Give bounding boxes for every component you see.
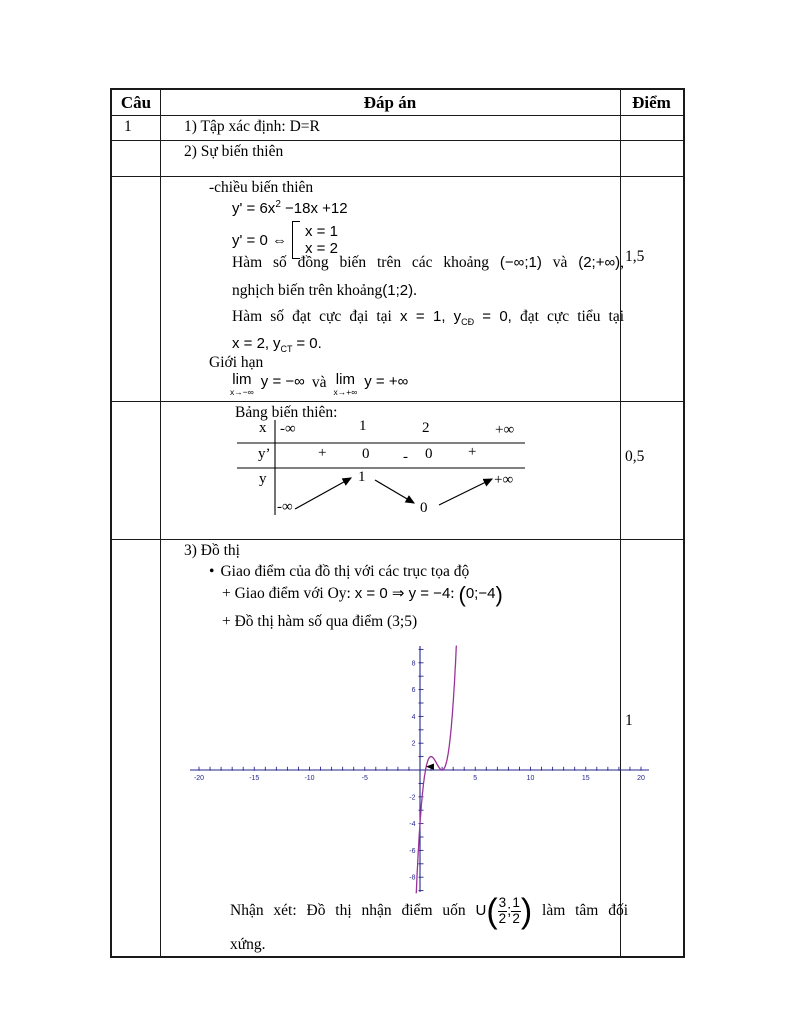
- oy-paren-right: ): [495, 582, 503, 607]
- limits-va: và: [311, 374, 327, 391]
- bbt-y-neg-inf: -∞: [277, 499, 293, 515]
- inflection-semicolon: ;: [507, 902, 512, 919]
- bbt-y-pos-inf: +∞: [494, 472, 514, 488]
- oy-colon: :: [450, 585, 455, 602]
- cuc-tieu-val: = 0.: [296, 335, 322, 352]
- para-cuc-tri-2: [232, 335, 322, 353]
- frac2-den: 2: [512, 910, 520, 926]
- lim2-sub: x→+∞: [333, 387, 358, 397]
- lim1-value: y = −∞: [260, 373, 305, 390]
- nhan-xet-line: [230, 888, 628, 934]
- svg-text:-10: -10: [304, 775, 315, 782]
- cuc-dai-y-sub: CĐ: [461, 317, 475, 327]
- header-cell-dap-an: Đáp án: [363, 92, 417, 112]
- limits-line: [230, 373, 408, 399]
- oy-intersection-line: [222, 584, 503, 606]
- svg-text:4: 4: [411, 713, 416, 721]
- point-through-line: + Đồ thị hàm số qua điểm (3;5): [222, 613, 418, 630]
- bbt-title: Bảng biến thiên:: [235, 404, 338, 421]
- bbt-x-1: 1: [359, 418, 367, 434]
- lim1: lim: [232, 371, 252, 388]
- cuc-tieu-x: x = 2,: [232, 335, 270, 352]
- gioi-han-label: Giới hạn: [209, 354, 264, 371]
- dong-bien-comma: ,: [620, 254, 625, 271]
- svg-text:-15: -15: [249, 775, 260, 782]
- svg-text:15: 15: [581, 775, 590, 782]
- inflection-u: U: [475, 902, 487, 919]
- svg-text:5: 5: [473, 775, 478, 782]
- system-eq1: x = 1: [304, 223, 338, 240]
- column-divider-cau: [160, 90, 161, 956]
- answer-table: [110, 88, 685, 958]
- cuc-dai-val: = 0,: [482, 308, 512, 325]
- frac1-den: 2: [498, 910, 507, 926]
- svg-text:-5: -5: [361, 775, 368, 782]
- header-cell-cau: Câu: [120, 92, 152, 112]
- bbt-x-2: 2: [422, 420, 430, 436]
- inflection-frac-1: [498, 896, 508, 927]
- svg-text:20: 20: [637, 775, 645, 782]
- derivative-pre: y' = 6x: [232, 200, 276, 217]
- row-tap-xac-dinh: 1) Tập xác định: D=R: [184, 118, 320, 135]
- svg-text:10: 10: [526, 775, 535, 782]
- cuc-dai-x: x = 1,: [399, 308, 446, 325]
- para-dong-bien: [232, 254, 624, 272]
- inflection-paren-right: ): [520, 892, 533, 931]
- svg-text:-8: -8: [409, 874, 416, 882]
- function-graph-svg: [187, 643, 652, 895]
- derivative-post: −18x +12: [280, 200, 348, 217]
- svg-text:-20: -20: [193, 775, 205, 782]
- bbt-y-min: 0: [420, 500, 428, 516]
- nhan-xet-text-2: làm tâm đối: [542, 902, 629, 919]
- lim1-sub: x→−∞: [230, 387, 254, 397]
- oy-point: 0;−4: [465, 585, 496, 602]
- cuc-dai-text: Hàm số đạt cực đại tại: [232, 308, 392, 325]
- svg-text:8: 8: [411, 660, 416, 668]
- score-bien-thien: 1,5: [625, 248, 645, 265]
- bang-bien-thien: [235, 402, 545, 522]
- score-do-thi: 1: [625, 712, 633, 729]
- header-cell-diem: Điểm: [632, 92, 671, 112]
- chieu-bien-thien-label: -chiều biến thiên: [209, 179, 314, 196]
- dong-bien-text-2: và: [552, 254, 568, 271]
- lim2-value: y = +∞: [364, 373, 409, 390]
- oy-math: x = 0 ⇒ y = −4: [354, 585, 451, 602]
- derivative-exponent: 2: [275, 199, 281, 210]
- nghich-bien-interval: (1;2): [382, 282, 414, 299]
- derivative-formula: [232, 200, 348, 217]
- system-pre: y' = 0 ⇔: [232, 231, 287, 249]
- row-divider-header: [112, 115, 683, 116]
- cuc-tieu-text: đạt cực tiểu tại: [519, 308, 625, 325]
- oy-text: + Giao điểm với Oy:: [222, 585, 351, 602]
- system-eq2: x = 2: [304, 240, 338, 257]
- oy-paren-left: (: [458, 582, 466, 607]
- row-divider-1: [112, 140, 683, 141]
- nghich-bien-period: .: [413, 282, 417, 299]
- nhan-xet-text-1: Nhận xét: Đồ thị nhận điểm uốn: [230, 902, 466, 919]
- bbt-yp-zero-2: 0: [425, 446, 433, 462]
- bbt-yp-sign-1: +: [318, 445, 327, 461]
- svg-text:-2: -2: [409, 794, 416, 802]
- dong-bien-text-1: Hàm số đồng biến trên các khoảng: [232, 254, 490, 271]
- bbt-yp-zero-1: 0: [362, 446, 370, 462]
- para-nghich-bien: [232, 282, 417, 300]
- row-divider-2: [112, 176, 683, 177]
- cuc-tieu-y: y: [272, 335, 281, 352]
- question-number: 1: [124, 118, 132, 135]
- bbt-x-label: x: [259, 420, 267, 436]
- bbt-y-max: 1: [358, 469, 366, 485]
- dong-bien-interval-1: (−∞;1): [499, 254, 542, 271]
- cuc-dai-y: y: [453, 308, 462, 325]
- do-thi-heading: 3) Đồ thị: [184, 542, 240, 559]
- dong-bien-interval-2: (2;+∞): [578, 254, 621, 271]
- bbt-yp-sign-2: -: [403, 449, 408, 465]
- row-divider-4: [112, 539, 683, 540]
- bbt-x-pos-inf: +∞: [495, 422, 515, 438]
- bbt-yp-label: y’: [258, 446, 271, 462]
- svg-text:2: 2: [411, 740, 416, 748]
- nhan-xet-text-3: xứng.: [230, 936, 266, 953]
- bbt-yp-sign-3: +: [468, 444, 477, 460]
- do-thi-bullet-text: Giao điểm của đồ thị với các trục tọa độ: [220, 563, 470, 580]
- do-thi-bullet-line: [209, 563, 469, 581]
- lim2: lim: [335, 371, 355, 388]
- frac2-num: 1: [512, 895, 520, 911]
- cuc-tieu-y-sub: CT: [280, 344, 293, 354]
- para-cuc-tri-1: [232, 308, 624, 326]
- inflection-paren-left: (: [486, 892, 498, 931]
- bbt-x-neg-inf: -∞: [280, 421, 296, 437]
- inflection-frac-2: [511, 896, 521, 927]
- svg-text:-4: -4: [409, 821, 416, 829]
- svg-text:-6: -6: [409, 847, 416, 855]
- bullet-icon: •: [209, 563, 215, 580]
- score-bbt: 0,5: [625, 448, 645, 465]
- bbt-y-label: y: [259, 471, 267, 487]
- nghich-bien-text: nghịch biến trên khoảng: [232, 282, 383, 299]
- row-su-bien-thien: 2) Sự biến thiên: [184, 143, 284, 160]
- frac1-num: 3: [498, 895, 507, 911]
- svg-text:6: 6: [411, 687, 416, 695]
